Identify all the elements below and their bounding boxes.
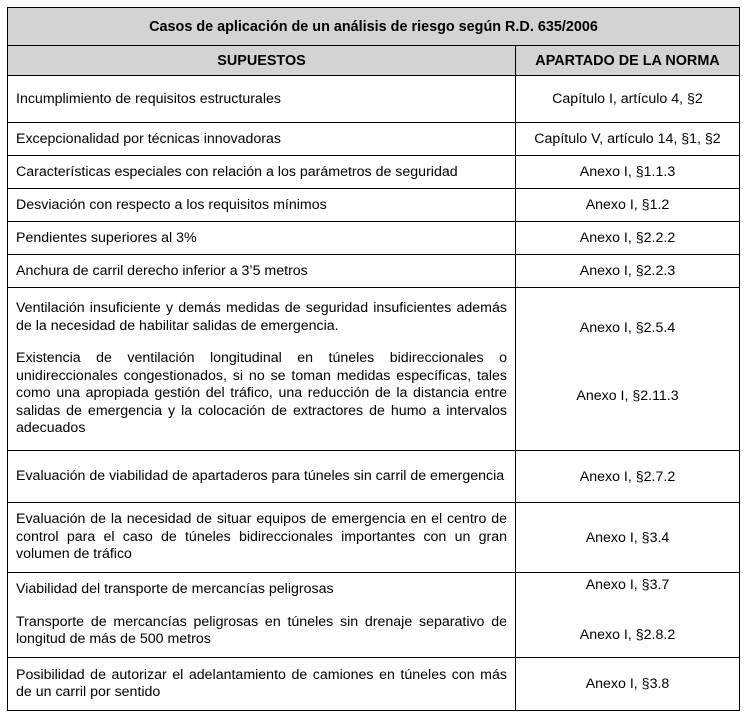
table-row [8,451,740,503]
table-row [8,658,740,711]
supuesto-cell: Evaluación de viabilidad de apartaderos para túneles sin carril de emergencia [8,451,516,503]
apartado-subitem: Anexo I, §3.7 [585,577,670,593]
supuesto-cell: Pendientes superiores al 3% [8,222,516,255]
table-row [8,255,740,288]
column-header-apartado: APARTADO DE LA NORMA [516,46,740,76]
apartado-cell: Anexo I, §3.4 [516,503,740,573]
apartado-cell: Anexo I, §3.8 [516,658,740,711]
apartado-cell: Anexo I, §1.1.3 [516,156,740,189]
apartado-cell: Capítulo V, artículo 14, §1, §2 [516,123,740,156]
table-row [8,222,740,255]
risk-analysis-table [7,7,740,711]
supuesto-cell [8,573,516,658]
apartado-cell [516,573,740,658]
supuesto-cell: Anchura de carril derecho inferior a 3’5 metros [8,255,516,288]
apartado-cell: Anexo I, §2.2.2 [516,222,740,255]
apartado-cell: Anexo I, §1.2 [516,189,740,222]
table-row [8,503,740,573]
apartado-subitem: Anexo I, §2.8.2 [579,627,676,643]
supuesto-cell: Incumplimiento de requisitos estructurales [8,76,516,123]
column-header-supuestos: SUPUESTOS [8,46,516,76]
table-title: Casos de aplicación de un análisis de riesgo según R.D. 635/2006 [8,8,740,46]
apartado-cell: Anexo I, §2.7.2 [516,451,740,503]
supuesto-cell: Características especiales con relación a los parámetros de seguridad [8,156,516,189]
supuesto-cell [8,288,516,451]
apartado-subitem: Anexo I, §2.11.3 [576,388,679,404]
table-header-row [8,46,740,76]
table-title-row [8,8,740,46]
apartado-subitem: Anexo I, §2.5.4 [579,320,676,336]
apartado-cell [516,288,740,451]
supuesto-cell: Posibilidad de autorizar el adelantamiento de camiones en túneles con más de un carril por sentido [8,658,516,711]
table-row [8,123,740,156]
apartado-cell: Anexo I, §2.2.3 [516,255,740,288]
table-row [8,76,740,123]
supuesto-cell: Desviación con respecto a los requisitos mínimos [8,189,516,222]
table-row [8,189,740,222]
supuesto-subitem: Viabilidad del transporte de mercancías peligrosas [16,581,334,598]
supuesto-cell: Excepcionalidad por técnicas innovadoras [8,123,516,156]
table-row [8,156,740,189]
supuesto-subitem: Existencia de ventilación longitudinal en túneles bidireccionales o unidireccionales congestionados, si no se toman medidas específicas, tales como una apropiada gestión del tráfico, una reducción de la distancia entre salidas de emergencia y la colocación de extractores de humo a intervalos adecuados [16,350,507,437]
supuesto-cell: Evaluación de la necesidad de situar equipos de emergencia en el centro de control para el caso de túneles bidireccionales importantes con un gran volumen de tráfico [8,503,516,573]
table-row [8,288,740,451]
supuesto-subitem: Transporte de mercancías peligrosas en túneles sin drenaje separativo de longitud de más de 500 metros [16,613,507,648]
supuesto-subitem: Ventilación insuficiente y demás medidas de seguridad insuficientes además de la necesidad de habilitar salidas de emergencia. [16,300,507,334]
apartado-cell: Capítulo I, artículo 4, §2 [516,76,740,123]
table-row [8,573,740,658]
